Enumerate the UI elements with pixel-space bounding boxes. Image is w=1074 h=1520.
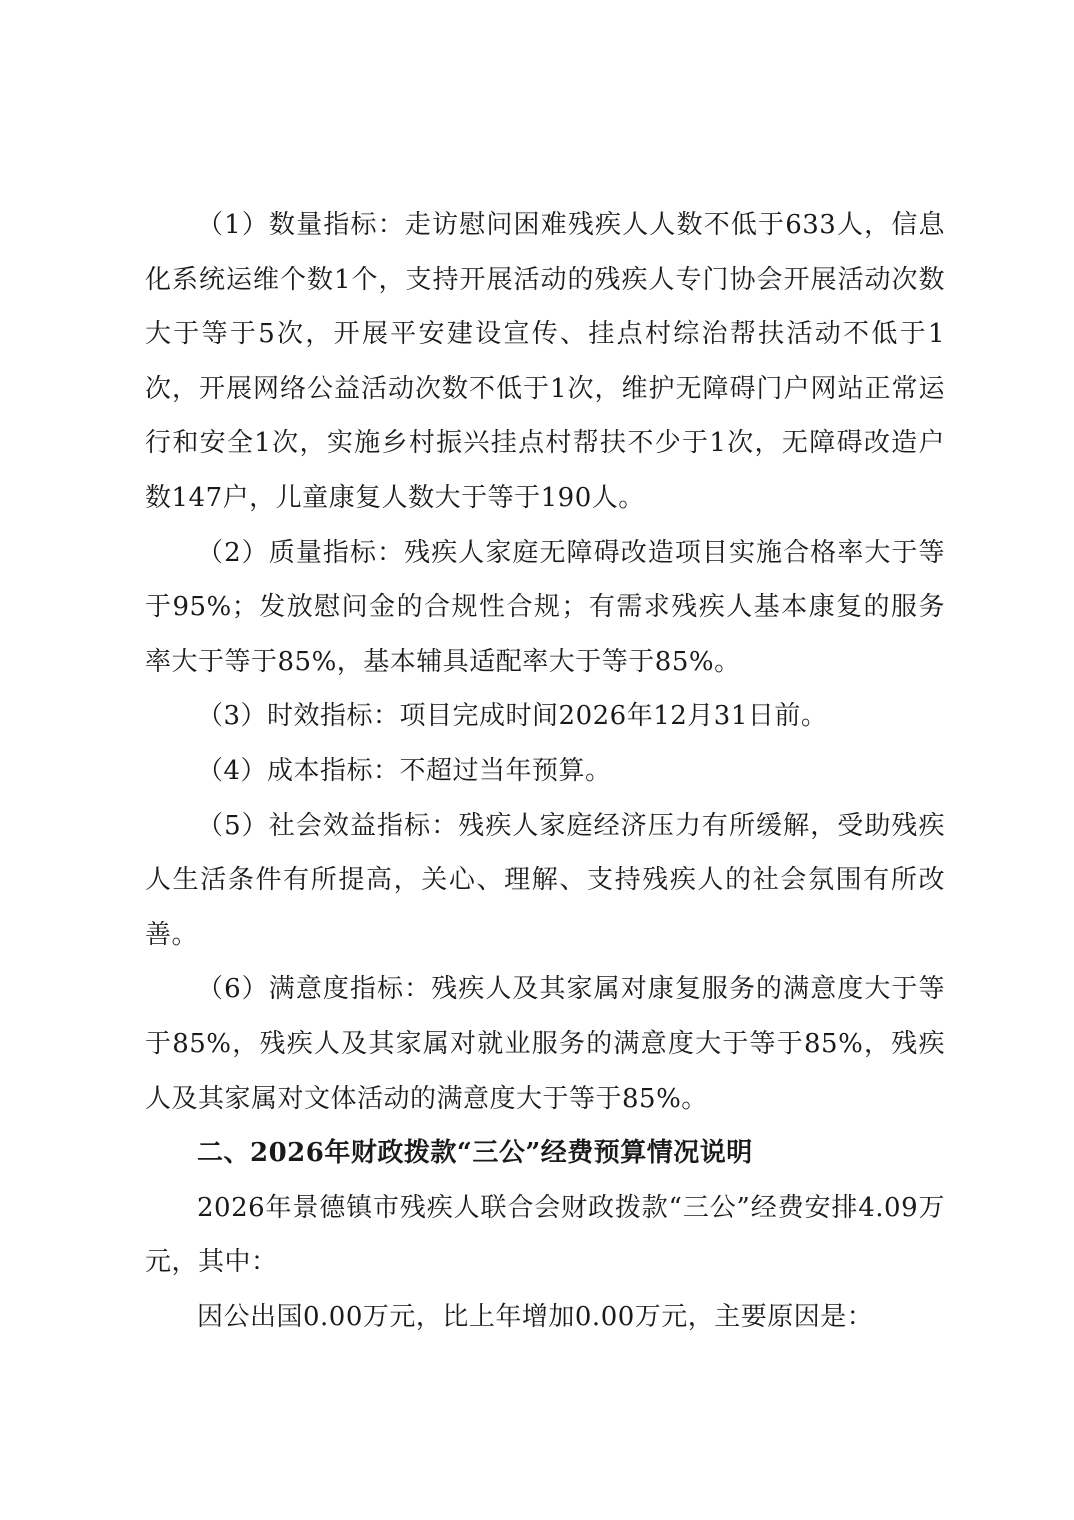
cost-indicator-paragraph: （4）成本指标：不超过当年预算。 bbox=[197, 755, 612, 786]
section-heading: 二、2026年财政拨款“三公”经费预算情况说明 bbox=[197, 1138, 753, 1169]
social-benefit-indicator-paragraph: （5）社会效益指标：残疾人家庭经济压力有所缓解，受助残疾人生活条件有所提高，关心、理解、支持残疾人的社会氛围有所改善。 bbox=[145, 810, 945, 950]
overseas-travel-paragraph: 因公出国0.00万元，比上年增加0.00万元，主要原因是： bbox=[197, 1301, 874, 1332]
satisfaction-indicator-paragraph: （6）满意度指标：残疾人及其家属对康复服务的满意度大于等于85%，残疾人及其家属对就业服务的满意度大于等于85%，残疾人及其家属对文体活动的满意度大于等于85%。 bbox=[145, 974, 945, 1114]
document-body bbox=[145, 198, 945, 1344]
quantity-indicator-paragraph: （1）数量指标：走访慰问困难残疾人人数不低于633人，信息化系统运维个数1个，支持开展活动的残疾人专门协会开展活动次数大于等于5次，开展平安建设宣传、挂点村综治帮扶活动不低于1次，开展网络公益活动次数不低于1次，维护无障碍门户网站正常运行和安全1次，实施乡村振兴挂点村帮扶不少于1次，无障碍改造户数147户，儿童康复人数大于等于190人。 bbox=[145, 210, 945, 513]
quality-indicator-paragraph: （2）质量指标：残疾人家庭无障碍改造项目实施合格率大于等于95%；发放慰问金的合规性合规；有需求残疾人基本康复的服务率大于等于85%，基本辅具适配率大于等于85%。 bbox=[145, 537, 945, 677]
three-public-expenses-paragraph: 2026年景德镇市残疾人联合会财政拨款“三公”经费安排4.09万元，其中： bbox=[145, 1192, 945, 1278]
timeliness-indicator-paragraph: （3）时效指标：项目完成时间2026年12月31日前。 bbox=[197, 701, 828, 732]
